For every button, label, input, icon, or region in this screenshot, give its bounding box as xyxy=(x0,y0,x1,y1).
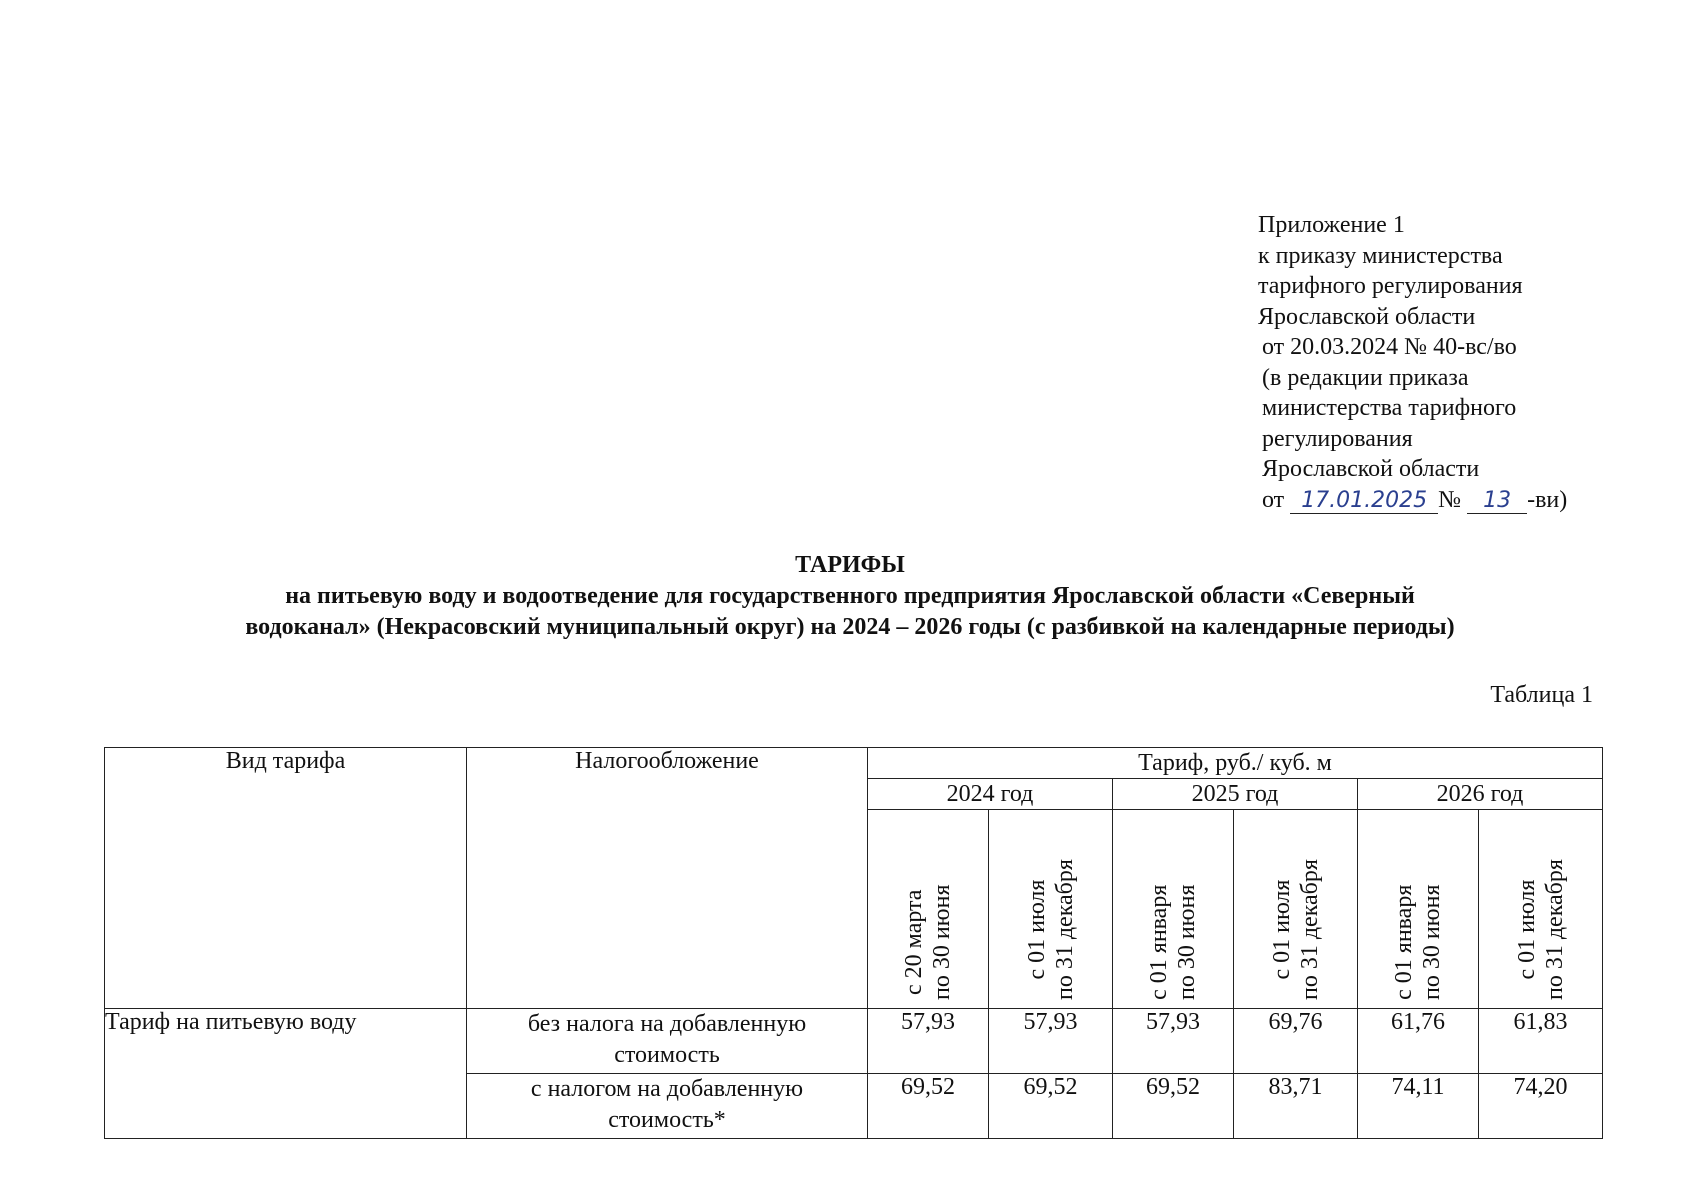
tariffs-table xyxy=(104,747,1603,1139)
period-to: по 30 июня xyxy=(1174,884,1200,1000)
appendix-line: Приложение 1 xyxy=(1258,212,1405,238)
title-line-2: водоканал» (Некрасовский муниципальный округ) на 2024 – 2026 годы (с разбивкой на календарные периоды) xyxy=(245,614,1455,640)
tariff-value: 57,93 xyxy=(868,1009,989,1074)
appendix-last-line xyxy=(1258,485,1618,516)
header-year: 2024 год xyxy=(868,779,1113,810)
number-sign: № xyxy=(1438,486,1462,513)
period-to: по 31 декабря xyxy=(1051,859,1078,1000)
appendix-prefix: от xyxy=(1262,486,1285,513)
appendix-line: (в редакции приказа xyxy=(1262,364,1469,391)
header-period xyxy=(1479,810,1603,1009)
appendix-line: Ярославской области xyxy=(1262,456,1480,482)
period-from: с 01 июля xyxy=(1023,879,1050,980)
tariff-value: 69,76 xyxy=(1234,1009,1358,1074)
tariff-value: 57,93 xyxy=(1113,1009,1234,1074)
tariff-value: 61,83 xyxy=(1479,1009,1603,1074)
appendix-line: тарифного регулирования xyxy=(1258,273,1523,299)
tax-line: с налогом на добавленную xyxy=(530,1076,804,1102)
tax-line: без налога на добавленную xyxy=(527,1011,807,1037)
tariff-value: 57,93 xyxy=(989,1009,1113,1074)
tariff-kind: Тариф на питьевую воду xyxy=(105,1009,467,1139)
tariff-value: 69,52 xyxy=(1113,1074,1234,1139)
period-from: с 01 июля xyxy=(1268,879,1295,980)
table-row xyxy=(105,1009,1603,1074)
appendix-line: от 20.03.2024 № 40-вс/во xyxy=(1262,334,1517,360)
header-period xyxy=(1113,810,1234,1009)
appendix-block xyxy=(1258,210,1618,515)
appendix-line: регулирования xyxy=(1262,425,1413,452)
appendix-line: к приказу министерства xyxy=(1258,242,1503,269)
appendix-line: Ярославской области xyxy=(1258,303,1476,330)
period-to: по 30 июня xyxy=(1419,884,1445,1000)
period-from: с 01 января xyxy=(1391,884,1417,1000)
header-kind: Вид тарифа xyxy=(105,748,467,1009)
header-period xyxy=(1358,810,1479,1009)
title-line-1: на питьевую воду и водоотведение для государственного предприятия Ярославской области «Северный xyxy=(285,583,1415,609)
period-from: с 01 января xyxy=(1146,884,1172,1000)
tax-cell xyxy=(467,1009,868,1074)
handwritten-date: 17.01.2025 xyxy=(1290,489,1438,514)
appendix-suffix: -ви) xyxy=(1527,486,1568,513)
header-tariff: Тариф, руб./ куб. м xyxy=(868,748,1603,779)
header-year: 2026 год xyxy=(1358,779,1603,810)
tariff-value: 69,52 xyxy=(989,1074,1113,1139)
period-to: по 30 июня xyxy=(929,884,955,1000)
tax-line: стоимость* xyxy=(608,1107,726,1133)
table-number: Таблица 1 xyxy=(1490,682,1593,708)
appendix-line: министерства тарифного xyxy=(1262,395,1517,421)
tariff-value: 69,52 xyxy=(868,1074,989,1139)
header-period xyxy=(1234,810,1358,1009)
header-year: 2025 год xyxy=(1113,779,1358,810)
header-period xyxy=(868,810,989,1009)
period-from: с 01 июля xyxy=(1513,879,1540,980)
tax-cell xyxy=(467,1074,868,1139)
tariff-value: 83,71 xyxy=(1234,1074,1358,1139)
tariff-value: 74,11 xyxy=(1358,1074,1479,1139)
period-to: по 31 декабря xyxy=(1541,859,1568,1000)
tariff-value: 61,76 xyxy=(1358,1009,1479,1074)
handwritten-number: 13 xyxy=(1467,489,1527,514)
tax-line: стоимость xyxy=(614,1042,720,1068)
header-period xyxy=(989,810,1113,1009)
period-to: по 31 декабря xyxy=(1296,859,1323,1000)
document-title xyxy=(100,550,1600,643)
tariff-value: 74,20 xyxy=(1479,1074,1603,1139)
title-main: ТАРИФЫ xyxy=(795,552,905,578)
period-from: с 20 марта xyxy=(901,889,927,995)
header-tax: Налогообложение xyxy=(467,748,868,1009)
